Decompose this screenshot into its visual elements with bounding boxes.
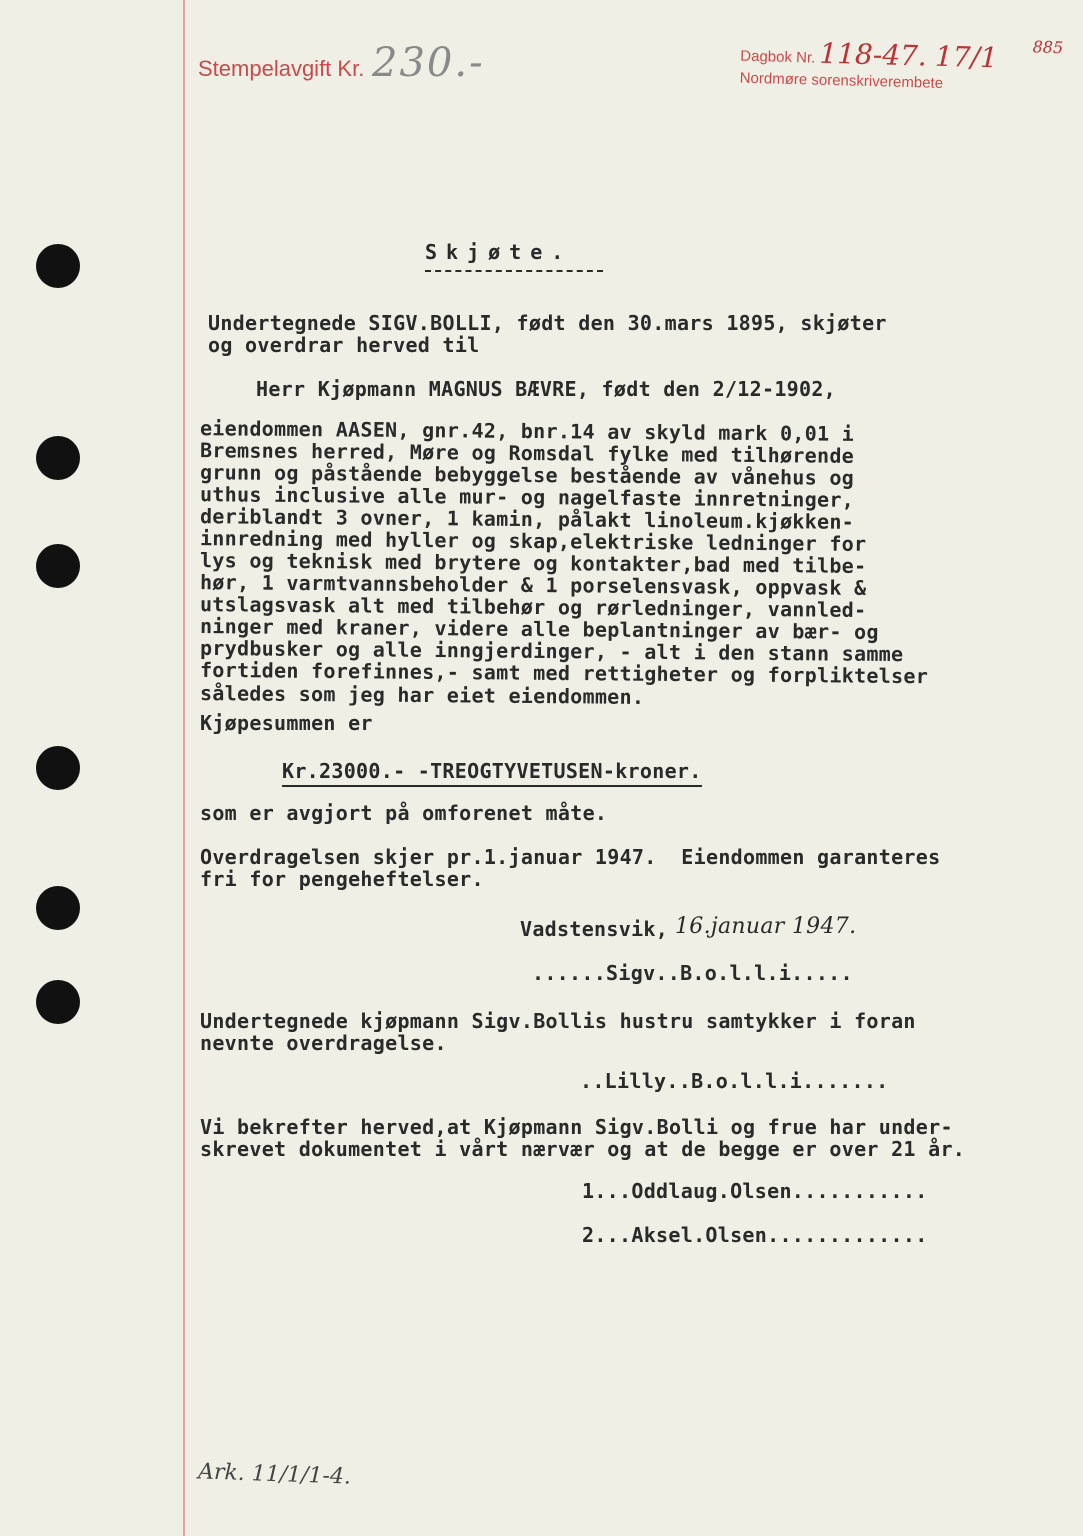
property-line: innredning med hyller og skap,elektriske ledninger for (199, 526, 867, 556)
punch-hole (36, 746, 80, 790)
property-line: Bremsnes herred, Møre og Romsdal fylke med tilhørende (199, 438, 855, 468)
title-underline (425, 270, 603, 272)
property-line: eiendommen AASEN, gnr.42, bnr.14 av skyld mark 0,01 i (199, 416, 855, 446)
property-line: lys og teknisk med brytere og kontakter,bad med tilbe- (199, 548, 867, 578)
settlement-line: som er avgjort på omforenet måte. (200, 801, 608, 825)
purchase-sum-label: Kjøpesummen er (200, 711, 373, 735)
place: Vadstensvik, (520, 917, 669, 941)
document-title: Skjøte. (425, 240, 573, 264)
property-line: prydbusker og alle inngjerdinger, - alt i den stann samme (199, 635, 904, 667)
transfer-line: Overdragelsen skjer pr.1.januar 1947. Eiendommen garanteres (200, 845, 941, 869)
seller-signature: ......Sigv..B.o.l.l.i..... (532, 961, 853, 985)
property-line: uthus inclusive alle mur- og nagelfaste innretninger, (199, 482, 855, 512)
stamp-duty-amount: 230.- (372, 40, 485, 86)
transfer-line: fri for pengeheftelser. (200, 867, 484, 891)
property-line: hør, 1 varmtvannsbeholder & 1 porselensvask, oppvask & (199, 570, 867, 600)
punch-hole (36, 436, 80, 480)
witness-statement-line: Vi bekrefter herved,at Kjøpmann Sigv.Bolli og frue har under- (200, 1115, 953, 1139)
punch-hole (36, 544, 80, 588)
consent-line: nevnte overdragelse. (200, 1031, 447, 1055)
property-line: ninger med kraner, videre alle beplantninger av bær- og (199, 614, 879, 644)
consent-line: Undertegnede kjøpmann Sigv.Bollis hustru samtykker i foran (200, 1009, 916, 1033)
property-line: deriblandt 3 ovner, 1 kamin, pålakt linoleum.kjøkken- (199, 504, 855, 534)
witness-statement-line: skrevet dokumentet i vårt nærvær og at de begge er over 21 år. (200, 1137, 966, 1161)
journal-number: 118-47. (818, 36, 928, 73)
witness-1-signature: 1...Oddlaug.Olsen........... (582, 1179, 928, 1203)
journal-stamp (739, 36, 1064, 97)
buyer-line: Herr Kjøpmann MAGNUS BÆVRE, født den 2/12-1902, (256, 377, 837, 401)
paragraph-line: og overdrar herved til (208, 333, 480, 357)
margin-note: Ark. 11/1/1-4. (197, 1459, 352, 1490)
purchase-sum-value (282, 760, 702, 782)
stamp-duty-label: Stempelavgift Kr. (198, 56, 365, 81)
punch-hole (36, 980, 80, 1024)
witness-2-signature: 2...Aksel.Olsen............. (582, 1223, 928, 1247)
paragraph-line: Undertegnede SIGV.BOLLI, født den 30.mars 1895, skjøter (208, 311, 887, 335)
page-number: 885 (1032, 37, 1064, 58)
punch-hole (36, 886, 80, 930)
margin-line (183, 0, 185, 1536)
property-line: fortiden forefinnes,- samt med rettigheter og forpliktelser (199, 657, 929, 689)
property-line: grunn og påstående bebyggelse bestående av vånehus og (199, 460, 855, 490)
purchase-sum-text: Kr.23000.- -TREOGTYVETUSEN-kroner. (282, 759, 702, 787)
punch-hole (36, 244, 80, 288)
wife-signature: ..Lilly..B.o.l.l.i....... (580, 1069, 889, 1093)
journal-date: 17/1 (934, 39, 999, 75)
date: 16.januar 1947. (675, 914, 857, 939)
journal-label: Dagbok Nr. (740, 47, 816, 67)
property-line: således som jeg har eiet eiendommen. (199, 681, 645, 709)
property-line: utslagsvask alt med tilbehør og rørledninger, vannled- (199, 592, 867, 622)
journal-office: Nordmøre sorenskriverembete (739, 69, 944, 92)
